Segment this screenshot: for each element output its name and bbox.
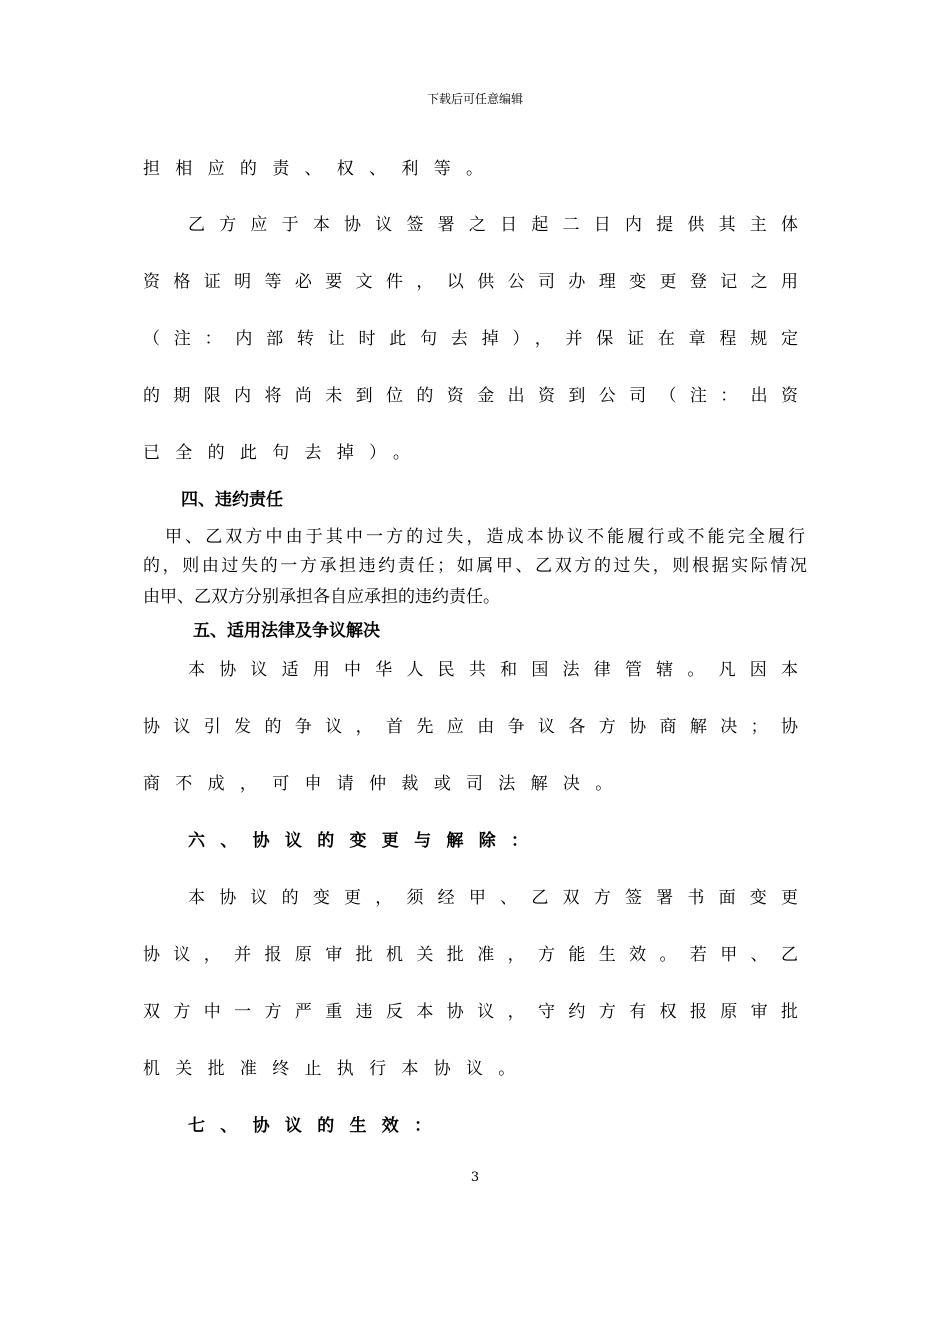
paragraph-line: 资格证明等必要文件，以供公司办理变更登记之用 (143, 272, 798, 292)
paragraph-line: 协议，并报原审批机关批准，方能生效。若甲、乙 (143, 945, 798, 965)
page-number: 3 (470, 1170, 480, 1185)
paragraph-line: 本协议适用中华人民共和国法律管辖。凡因本 (188, 660, 798, 680)
paragraph-line: 由甲、乙双方分别承担各自应承担的违约责任。 (143, 587, 500, 607)
page-header: 下载后可任意编辑 (426, 92, 523, 106)
paragraph-line: 商不成，可申请仲裁或司法解决。 (143, 774, 628, 794)
paragraph-line: 的，则由过失的一方承担违约责任；如属甲、乙双方的过失，则根据实际情况 (143, 556, 807, 576)
paragraph-line: 双方中一方严重违反本协议，守约方有权报原审批 (143, 1002, 798, 1022)
paragraph-line: 乙方应于本协议签署之日起二日内提供其主体 (188, 215, 798, 235)
section-heading: 六、协议的变更与解除： (188, 831, 544, 851)
paragraph-line: 机关批准终止执行本协议。 (143, 1059, 531, 1079)
paragraph-line: 甲、乙双方中由于其中一方的过失，造成本协议不能履行或不能完全履行 (165, 527, 805, 547)
section-heading: 七、协议的生效： (188, 1116, 447, 1136)
paragraph-line: （注：内部转让时此句去掉），并保证在章程规定 (143, 329, 798, 349)
paragraph-line: 协议引发的争议，首先应由争议各方协商解决；协 (143, 717, 798, 737)
paragraph-line: 的期限内将尚未到位的资金出资到公司（注：出资 (143, 386, 798, 406)
paragraph-line: 已全的此句去掉）。 (143, 443, 426, 463)
paragraph-line: 本协议的变更，须经甲、乙双方签署书面变更 (188, 888, 798, 908)
section-heading: 四、违约责任 (181, 490, 283, 510)
paragraph-line: 担相应的责、权、利等。 (143, 159, 499, 179)
section-heading: 五、适用法律及争议解决 (193, 621, 380, 641)
